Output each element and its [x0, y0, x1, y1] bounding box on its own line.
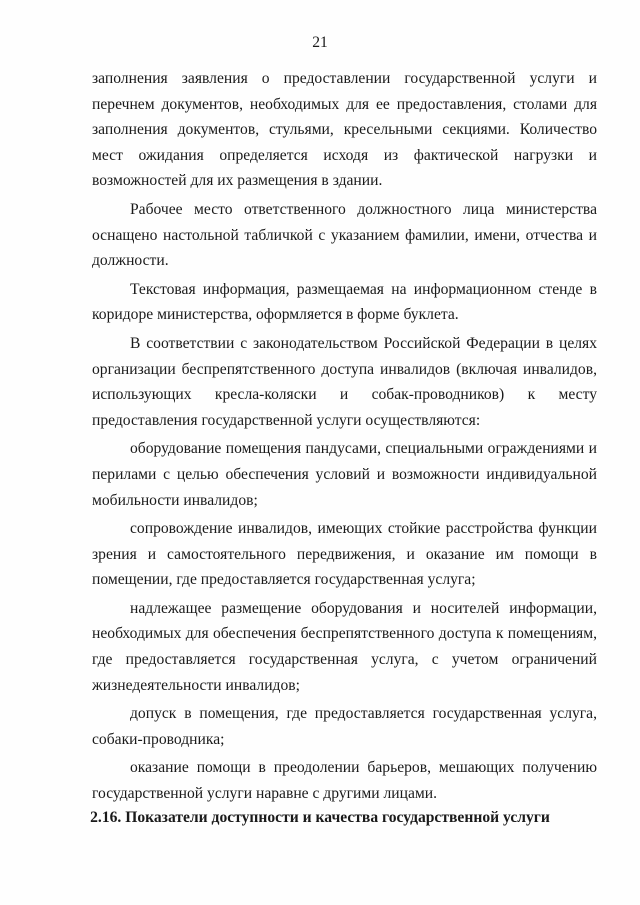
body-text [92, 66, 597, 810]
page-number: 21 [312, 34, 328, 51]
paragraph-info-stand: Текстовая информация, размещаемая на информационном стенде в коридоре министерства, оформляется в форме буклета. [92, 280, 597, 324]
list-item-barrier-help: оказание помощи в преодолении барьеров, мешающих получению государственной услуги наравне с другими лицами. [92, 759, 597, 803]
list-item-guide-dog: допуск в помещения, где предоставляется государственная услуга, собаки-проводника; [92, 705, 597, 748]
list-item-escort: сопровождение инвалидов, имеющих стойкие расстройства функции зрения и самостоятельного передвижения, и оказание им помощи в помещении, где предоставляется государственная услуга; [92, 520, 597, 589]
section-heading: 2.16. Показатели доступности и качества государственной услуги [90, 809, 550, 826]
list-item-equipment: надлежащее размещение оборудования и носителей информации, необходимых для обеспечения беспрепятственного доступа к помещениям, где предоставляется государственная услуга, с учетом ограничений жизнедеятельности инвалидов; [92, 599, 597, 694]
list-item-ramps: оборудование помещения пандусами, специальными ограждениями и перилами с целью обеспечения условий и возможности индивидуальной мобильности инвалидов; [92, 440, 597, 509]
paragraph-accessibility-intro: В соответствии с законодательством Российской Федерации в целях организации беспрепятственного доступа инвалидов (включая инвалидов, использующих кресла-коляски и собак-проводников) к месту предоставления государственной услуги осуществляются: [92, 334, 597, 429]
paragraph-workplace: Рабочее место ответственного должностного лица министерства оснащено настольной табличкой с указанием фамилии, имени, отчества и должности. [92, 200, 597, 270]
paragraph-waiting-area: заполнения заявления о предоставлении государственной услуги и перечнем документов, необходимых для ее предоставления, столами для заполнения документов, стульями, кресельными секциями. Количество мест ожидания определяется исходя из фактической нагрузки и возможностей для их размещения в здании. [92, 70, 597, 190]
